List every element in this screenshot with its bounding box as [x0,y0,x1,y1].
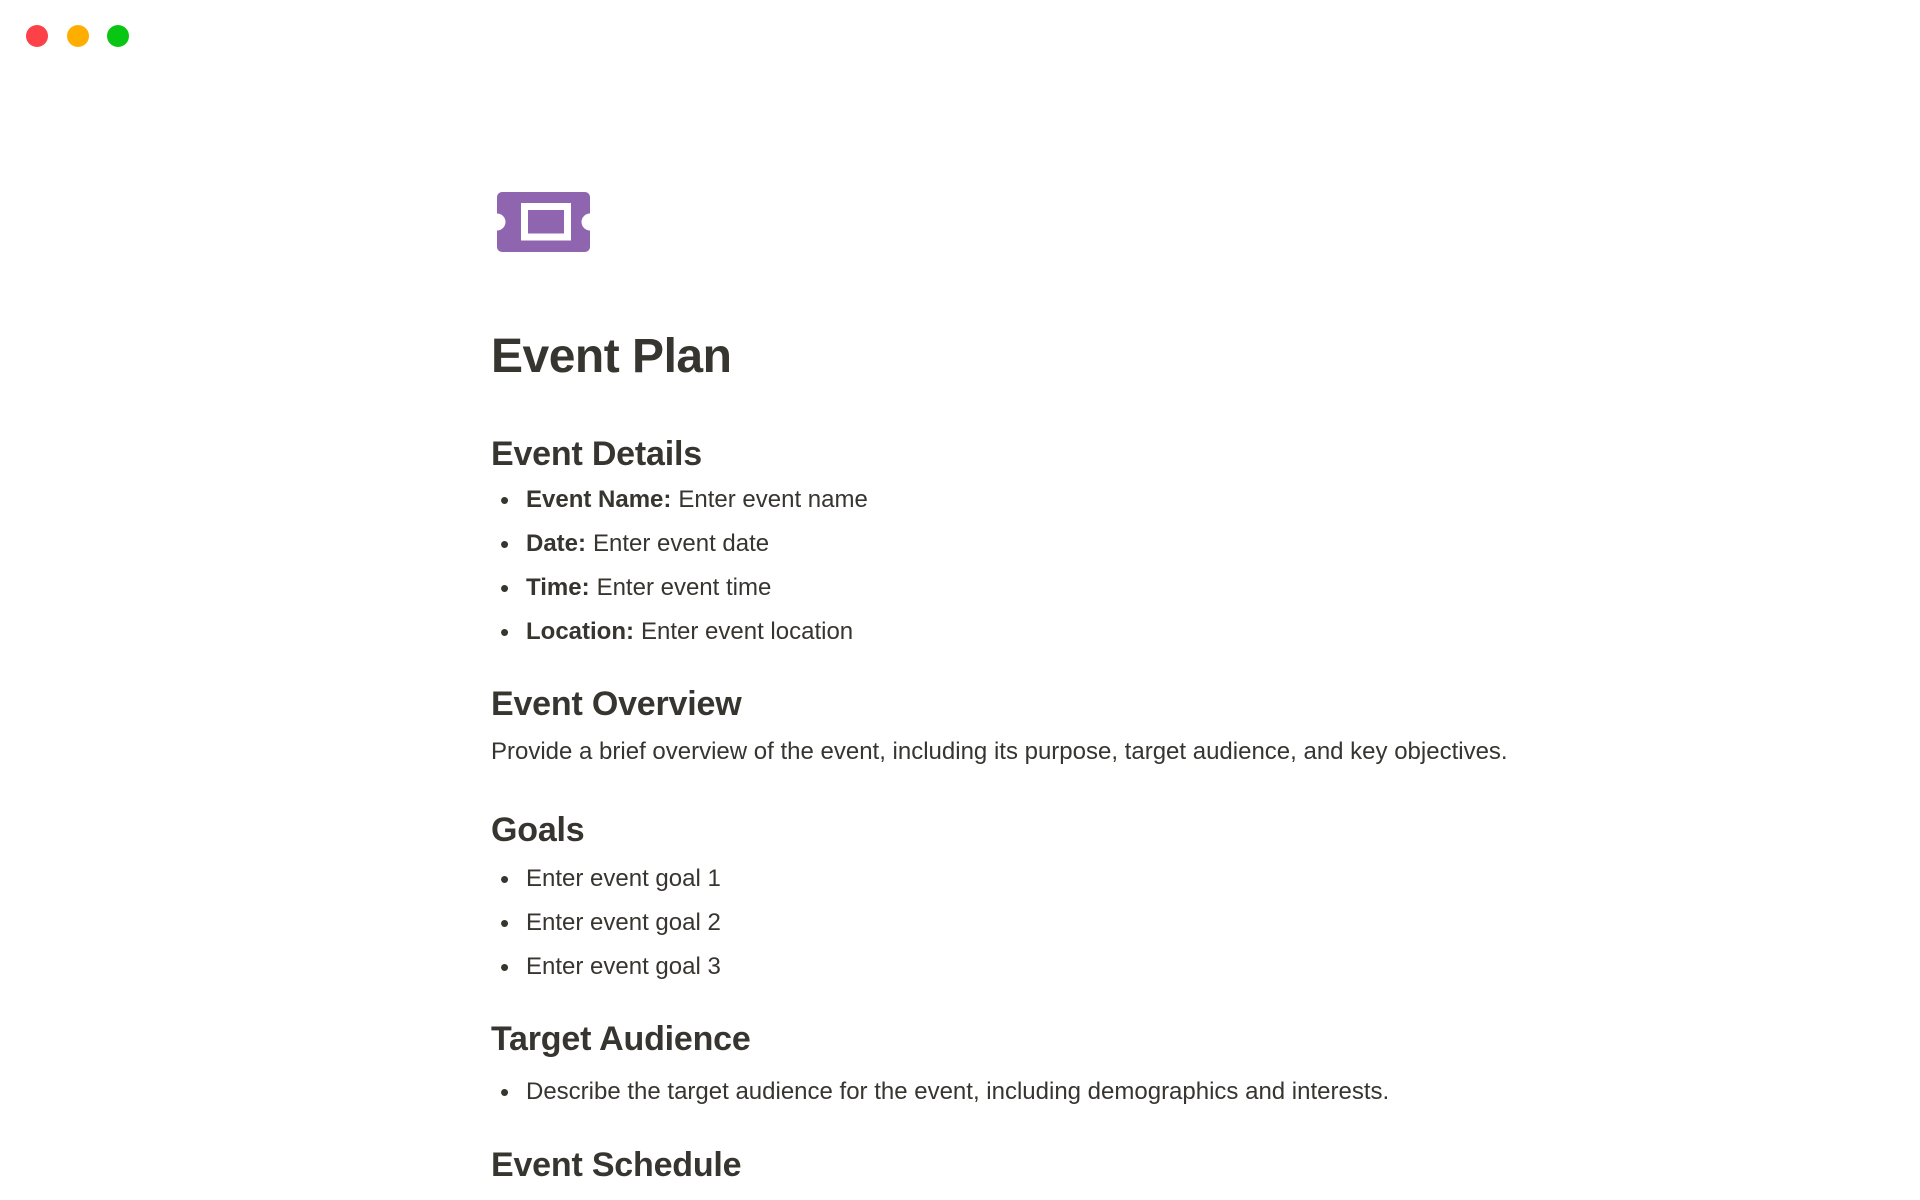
list-item[interactable] [491,945,1571,989]
list-item[interactable] [491,610,1571,654]
page-title[interactable]: Event Plan [491,330,732,383]
bullet-label: Location: [526,618,634,646]
document [491,0,1571,1186]
minimize-button[interactable] [67,25,89,47]
bullet-text: Enter event goal 3 [526,953,721,981]
overview-paragraph[interactable]: Provide a brief overview of the event, including its purpose, target audience, and key objectives. [491,737,1508,765]
bullet-text: Describe the target audience for the event, including demographics and interests. [526,1077,1390,1105]
section-heading-event-overview[interactable]: Event Overview [491,685,742,724]
bullet-text: Enter event location [641,618,854,646]
list-item[interactable] [491,478,1571,522]
bullet-text: Enter event date [593,530,770,558]
window-controls [26,25,129,47]
bullet-text: Enter event goal 2 [526,909,721,937]
goals-list [491,857,1571,989]
zoom-button[interactable] [107,25,129,47]
target-audience-list [491,1070,1571,1114]
ticket-icon [497,192,590,252]
bullet-text: Enter event name [678,486,868,514]
section-heading-target-audience[interactable]: Target Audience [491,1020,751,1059]
list-item[interactable] [491,566,1571,610]
bullet-label: Date: [526,530,587,558]
bullet-label: Time: [526,574,590,602]
bullet-label: Event Name: [526,486,672,514]
bullet-text: Enter event goal 1 [526,865,721,893]
list-item[interactable] [491,522,1571,566]
section-heading-goals[interactable]: Goals [491,810,585,849]
list-item[interactable] [491,901,1571,945]
section-heading-event-schedule[interactable]: Event Schedule [491,1145,742,1184]
event-details-list [491,478,1571,654]
list-item[interactable] [491,857,1571,901]
bullet-text: Enter event time [596,574,772,602]
page-icon[interactable] [497,192,590,252]
list-item[interactable] [491,1070,1571,1114]
close-button[interactable] [26,25,48,47]
section-heading-event-details[interactable]: Event Details [491,434,702,473]
